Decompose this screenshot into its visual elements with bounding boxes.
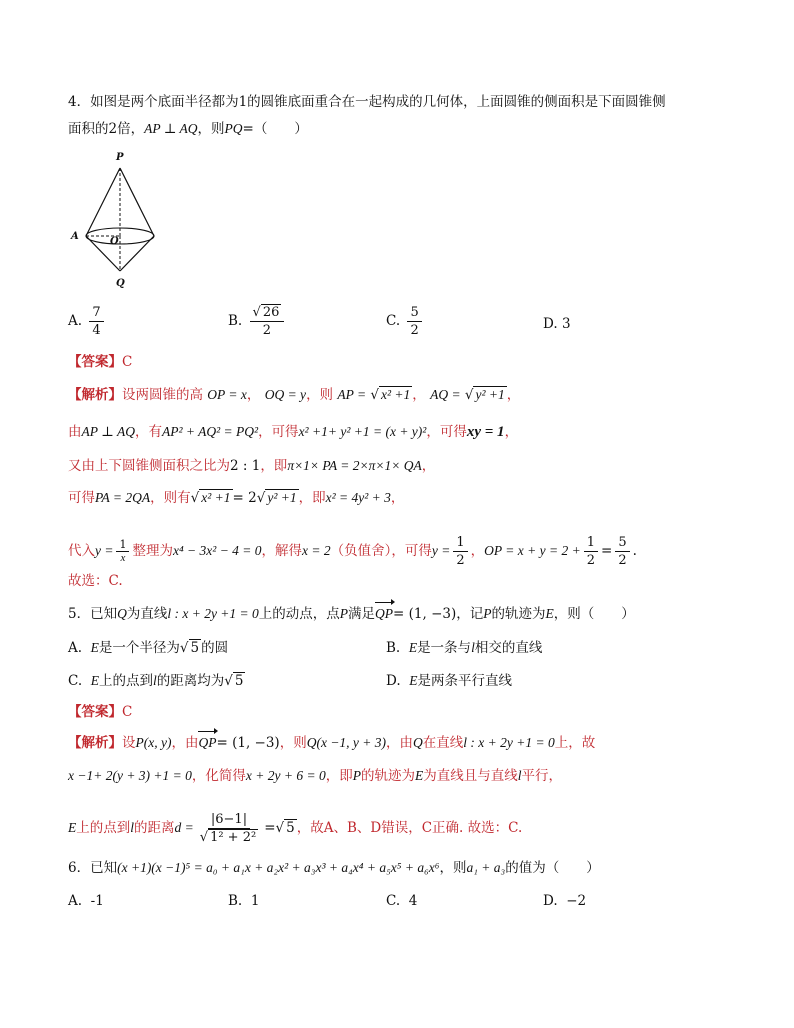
option-value: 1 — [250, 893, 260, 909]
math: l : x + 2y +1 = 0 — [167, 606, 259, 621]
text: 为直线 — [126, 606, 168, 622]
numerator: |6−1| — [208, 811, 250, 829]
q4-option-a-fraction — [89, 304, 103, 339]
text: 上的动点，点 — [258, 606, 340, 622]
text: 为直线且与直线 — [423, 768, 518, 784]
text: 上，故 — [554, 735, 596, 751]
math: P — [483, 606, 492, 621]
text: 平行， — [521, 768, 562, 784]
math: x² +1+ y² +1 = (x + y)² — [298, 424, 427, 439]
math: x² = 4y² + 3 — [325, 490, 391, 505]
math: d = — [174, 820, 194, 835]
math: x = 2 — [302, 543, 331, 558]
text: ，即 — [298, 490, 326, 506]
math: = (1, −3) — [216, 735, 280, 751]
text: ，可得 — [391, 543, 432, 559]
q4-option-c[interactable] — [386, 304, 425, 339]
text: ，故A、B、D错误，C正确. 故选：C. — [296, 820, 523, 836]
q4-stem-text4: =（ ） — [242, 121, 308, 137]
option-label: D. — [543, 316, 558, 332]
math: (x +1)(x −1)⁵ = a₀ + a₁x + a₂x² + a₃x³ + a₄x⁴ + a₅x⁵ + a₆x⁶ — [117, 860, 440, 875]
text: 又由上下圆锥侧面积之比为 — [68, 458, 230, 474]
math: l — [152, 673, 157, 688]
q4-analysis-line4: 可得PA = 2QA，则有√ x² +1 = 2√ y² +1 ，即x² = 4y² + 3， — [68, 490, 405, 506]
option-label: D. — [543, 893, 558, 909]
text: ， — [412, 387, 426, 403]
q6-stem — [68, 858, 754, 878]
q4-stem-text: 4．如图是两个底面半径都为1的圆锥底面重合在一起构成的几何体，上面圆锥的侧面积是下面圆锥侧 — [68, 94, 666, 110]
text: ，可得 — [258, 424, 299, 440]
radicand: y² +1 — [267, 490, 297, 505]
denominator: √ 1² + 2² — [199, 830, 257, 845]
math: = — [601, 543, 613, 559]
text: ， — [421, 458, 436, 474]
text: ， — [470, 543, 485, 559]
text: 可得 — [68, 490, 95, 506]
radicand: 1² + 2² — [210, 830, 257, 845]
text: 的圆 — [201, 640, 229, 656]
q4-stem-text2: 面积的2倍， — [68, 121, 145, 137]
math: x⁴ − 3x² − 4 = 0 — [172, 543, 262, 558]
text: ，记 — [456, 606, 484, 622]
q5-analysis-line1 — [68, 733, 754, 753]
q6-option-a[interactable] — [68, 891, 104, 911]
option-value: -1 — [90, 893, 104, 909]
denominator: 4 — [92, 323, 101, 338]
text: 上的点到 — [76, 820, 131, 836]
answer-value: C — [122, 704, 133, 720]
q4-option-b-fraction — [250, 304, 285, 339]
math: AP² + AQ² = PQ² — [161, 424, 259, 439]
q5-option-b[interactable] — [386, 638, 542, 658]
q4-answer — [68, 352, 754, 372]
numerator: 1 — [453, 534, 467, 552]
q4-analysis-line1: 【解析】设两圆锥的高 OP = x， OQ = y，则 AP = √ x² +1 ， AQ = √ y² +1 ， — [68, 387, 521, 403]
text: ，则 — [306, 387, 334, 403]
math: E — [409, 673, 418, 688]
math: AQ = — [430, 387, 461, 402]
math: P — [352, 768, 361, 783]
math: E — [68, 820, 77, 835]
text: 满足 — [348, 606, 376, 622]
math: AP ⊥ AQ — [81, 424, 135, 439]
option-label: C. — [386, 893, 401, 909]
q4-analysis-line3 — [68, 456, 754, 476]
math: AP = — [337, 387, 367, 402]
q5-option-c[interactable]: C. E上的点到l的距离均为√ 5 — [68, 673, 244, 689]
math: E — [408, 640, 418, 655]
option-label: A. — [68, 313, 83, 329]
text: 上的点到 — [98, 673, 153, 689]
math: l — [517, 768, 522, 783]
q4-choose — [68, 571, 754, 591]
q4-option-a[interactable] — [68, 304, 107, 339]
text: 整理为 — [132, 543, 173, 559]
fig-label-q: Q — [116, 278, 125, 289]
q5-stem — [68, 604, 754, 624]
text: 的轨迹为 — [491, 606, 546, 622]
math: y = — [95, 543, 114, 558]
text: ，即 — [325, 768, 353, 784]
fig-label-p: P — [116, 152, 124, 163]
math: OP = x + y = 2 + — [484, 543, 581, 558]
math: E — [90, 640, 99, 655]
text: ，有 — [134, 424, 162, 440]
radicand: 5 — [190, 640, 200, 656]
text: ，则 — [439, 860, 467, 876]
option-label: A. — [68, 893, 83, 909]
q5-option-a[interactable]: A. E是一个半径为√ 5 的圆 — [68, 640, 229, 656]
answer-value: C — [122, 354, 133, 370]
radicand: 5 — [286, 820, 295, 836]
math: y = — [431, 543, 451, 558]
text: ，可得 — [426, 424, 467, 440]
text: ， — [390, 490, 405, 506]
q4-stem-text3: ，则 — [197, 121, 225, 137]
vector-qp: QP — [198, 733, 216, 753]
math: P(x, y) — [135, 735, 172, 750]
text: ，即 — [260, 458, 288, 474]
math: 2 : 1 — [230, 458, 261, 474]
text: ，由 — [171, 735, 199, 751]
option-label: B. — [228, 893, 243, 909]
text: 故选：C. — [68, 573, 123, 589]
answer-tag: 【答案】 — [68, 354, 122, 370]
text: 的轨迹为 — [360, 768, 415, 784]
answer-tag: 【答案】 — [68, 704, 122, 720]
option-label: C. — [386, 313, 401, 329]
text: ，由 — [386, 735, 414, 751]
fig-label-o: O — [110, 236, 119, 247]
math: Q(x −1, y + 3) — [306, 735, 387, 750]
analysis-tag: 【解析】 — [68, 387, 122, 403]
text: ， — [246, 387, 261, 403]
text: 的距离均为 — [156, 673, 225, 689]
q4-stem-line2 — [68, 119, 754, 139]
text: ， — [506, 387, 521, 403]
q5-analysis-line3: E上的点到l的距离d = $\frac{|6-1|}{\text{√ 1² + 2²}}$ =√ 5 ，故A、B、D错误，C正确. 故选：C. — [68, 812, 523, 845]
option-label: D. — [386, 673, 401, 689]
text: （负值舍） — [330, 543, 392, 559]
numerator: 7 — [89, 304, 103, 322]
text: 设两圆锥的高 — [122, 387, 203, 403]
math: = (1, −3) — [393, 606, 457, 622]
option-value: 4 — [408, 893, 418, 909]
text: 由 — [68, 424, 82, 440]
text: 相交的直线 — [474, 640, 543, 656]
vector-qp: QP — [375, 604, 393, 624]
text: 6．已知 — [68, 860, 118, 876]
text: ，解得 — [261, 543, 303, 559]
numerator: 5 — [615, 534, 629, 552]
q4-option-d[interactable] — [543, 314, 571, 334]
option-label: A. — [68, 640, 83, 656]
q4-pq: PQ — [224, 121, 243, 136]
math: E — [90, 673, 99, 688]
text: 在直线 — [422, 735, 464, 751]
option-label: C. — [68, 673, 83, 689]
numerator: 1 — [116, 538, 129, 552]
math: P — [339, 606, 349, 621]
option-value: −2 — [566, 893, 587, 909]
denominator: 2 — [586, 553, 596, 568]
math: x + 2y + 6 = 0 — [245, 768, 326, 783]
math: E — [545, 606, 554, 621]
denominator: x — [120, 552, 126, 564]
math: a₁ + a₃ — [466, 860, 506, 875]
q6-option-b[interactable] — [228, 891, 259, 911]
text: ， — [504, 424, 519, 440]
text: ，则有 — [150, 490, 191, 506]
math: Q — [413, 735, 423, 750]
q5-analysis-line2 — [68, 766, 754, 786]
fig-label-a: A — [71, 231, 79, 242]
text: 的距离 — [134, 820, 175, 836]
math: = — [264, 820, 276, 836]
radicand: x² +1 — [201, 490, 231, 505]
denominator: 2 — [410, 323, 419, 338]
double-cone-figure — [68, 148, 168, 293]
q4-analysis-line2 — [68, 422, 754, 442]
text: 5．已知 — [68, 606, 118, 622]
text: 是两条平行直线 — [417, 673, 512, 689]
q4-analysis-line5 — [68, 534, 754, 569]
math: . — [632, 543, 637, 559]
math: OQ = y — [264, 387, 307, 402]
q6-option-d[interactable] — [543, 891, 586, 911]
radicand: 5 — [234, 673, 244, 689]
text: ，化简得 — [191, 768, 246, 784]
analysis-tag: 【解析】 — [68, 735, 122, 751]
math: l — [130, 820, 135, 835]
text: ，则（ ） — [553, 606, 635, 622]
math: Q — [117, 606, 127, 621]
math: l — [471, 640, 475, 655]
denominator: 2 — [262, 323, 272, 338]
option-label: B. — [228, 313, 243, 329]
math: PA = 2QA — [95, 490, 151, 505]
option-label: B. — [386, 640, 401, 656]
text: 设 — [122, 735, 136, 751]
q4-option-b[interactable] — [228, 304, 287, 339]
q4-stem-line1 — [68, 92, 754, 112]
q6-option-c[interactable] — [386, 891, 417, 911]
math: l : x + 2y +1 = 0 — [463, 735, 555, 750]
q4-perp-condition: AP ⊥ AQ — [144, 121, 198, 136]
denominator: 2 — [618, 553, 627, 568]
numerator: 1 — [584, 534, 598, 552]
q5-option-d[interactable] — [386, 671, 512, 691]
text: 代入 — [68, 543, 95, 559]
radicand: 26 — [262, 305, 280, 320]
math: E — [414, 768, 424, 783]
text: 是一条与 — [417, 640, 472, 656]
text: 是一个半径为 — [98, 640, 180, 656]
denominator: 2 — [456, 553, 465, 568]
radicand: x² +1 — [381, 387, 411, 402]
numerator: √ 26 — [250, 304, 285, 322]
math: π×1× PA = 2×π×1× QA — [287, 458, 422, 473]
radicand: y² +1 — [475, 387, 505, 402]
text: ，则 — [279, 735, 307, 751]
q5-answer — [68, 702, 754, 722]
math: = 2 — [232, 490, 257, 506]
math: xy = 1 — [466, 424, 505, 440]
q4-option-c-fraction — [407, 304, 421, 339]
math: OP = x — [207, 387, 247, 402]
text: 的值为（ ） — [505, 860, 600, 876]
option-value: 3 — [561, 316, 571, 332]
numerator: 5 — [407, 304, 421, 322]
math: x −1+ 2(y + 3) +1 = 0 — [68, 768, 192, 783]
